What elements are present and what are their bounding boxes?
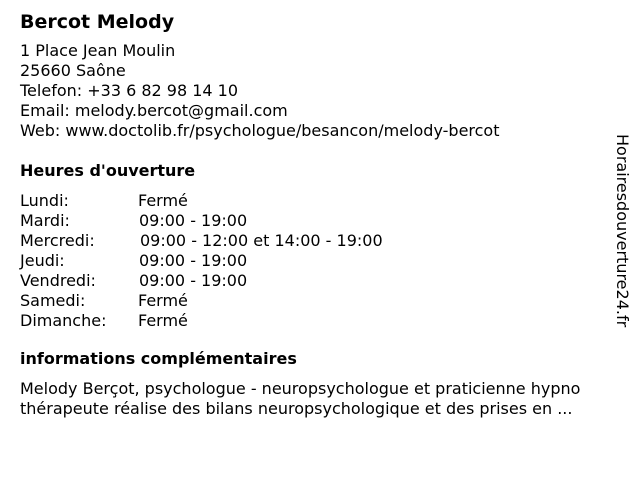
info-line: Melody Berçot, psychologue - neuropsychologue et praticienne hypno [20,379,581,398]
site-watermark [612,134,632,344]
day-hours: Fermé [138,291,188,310]
day-label: Lundi: [20,191,69,210]
hours-row-tuesday [20,211,620,231]
business-name: Bercot Melody [20,11,175,33]
day-hours: 09:00 - 12:00 et 14:00 - 19:00 [140,231,383,250]
city-line: 25660 Saône [20,61,126,80]
hours-row-thursday [20,251,620,271]
listing-card [20,10,620,419]
day-label: Samedi: [20,291,86,310]
day-label: Vendredi: [20,271,96,290]
street-address: 1 Place Jean Moulin [20,41,176,60]
opening-hours-table [20,191,620,331]
hours-row-saturday [20,291,620,311]
day-hours: 09:00 - 19:00 [139,271,248,290]
email-line: Email: melody.bercot@gmail.com [20,101,288,120]
phone-line: Telefon: +33 6 82 98 14 10 [20,81,239,100]
hours-row-sunday [20,311,620,331]
info-line: thérapeute réalise des bilans neuropsychologique et des prises en ... [20,399,573,418]
day-hours: 09:00 - 19:00 [139,251,248,270]
watermark-text: Horairesdouverture24.fr [613,134,632,328]
website-line: Web: www.doctolib.fr/psychologue/besancon/melody-bercot [20,121,500,140]
opening-hours-heading: Heures d'ouverture [20,161,196,180]
hours-row-wednesday [20,231,620,251]
additional-info-heading: informations complémentaires [20,349,297,368]
day-hours: 09:00 - 19:00 [139,211,248,230]
day-label: Mardi: [20,211,70,230]
hours-row-monday [20,191,620,211]
contact-block [20,41,620,141]
day-hours: Fermé [138,311,188,330]
day-label: Dimanche: [20,311,107,330]
additional-info-text [20,379,640,419]
hours-row-friday [20,271,620,291]
day-hours: Fermé [138,191,188,210]
day-label: Mercredi: [20,231,95,250]
day-label: Jeudi: [20,251,65,270]
